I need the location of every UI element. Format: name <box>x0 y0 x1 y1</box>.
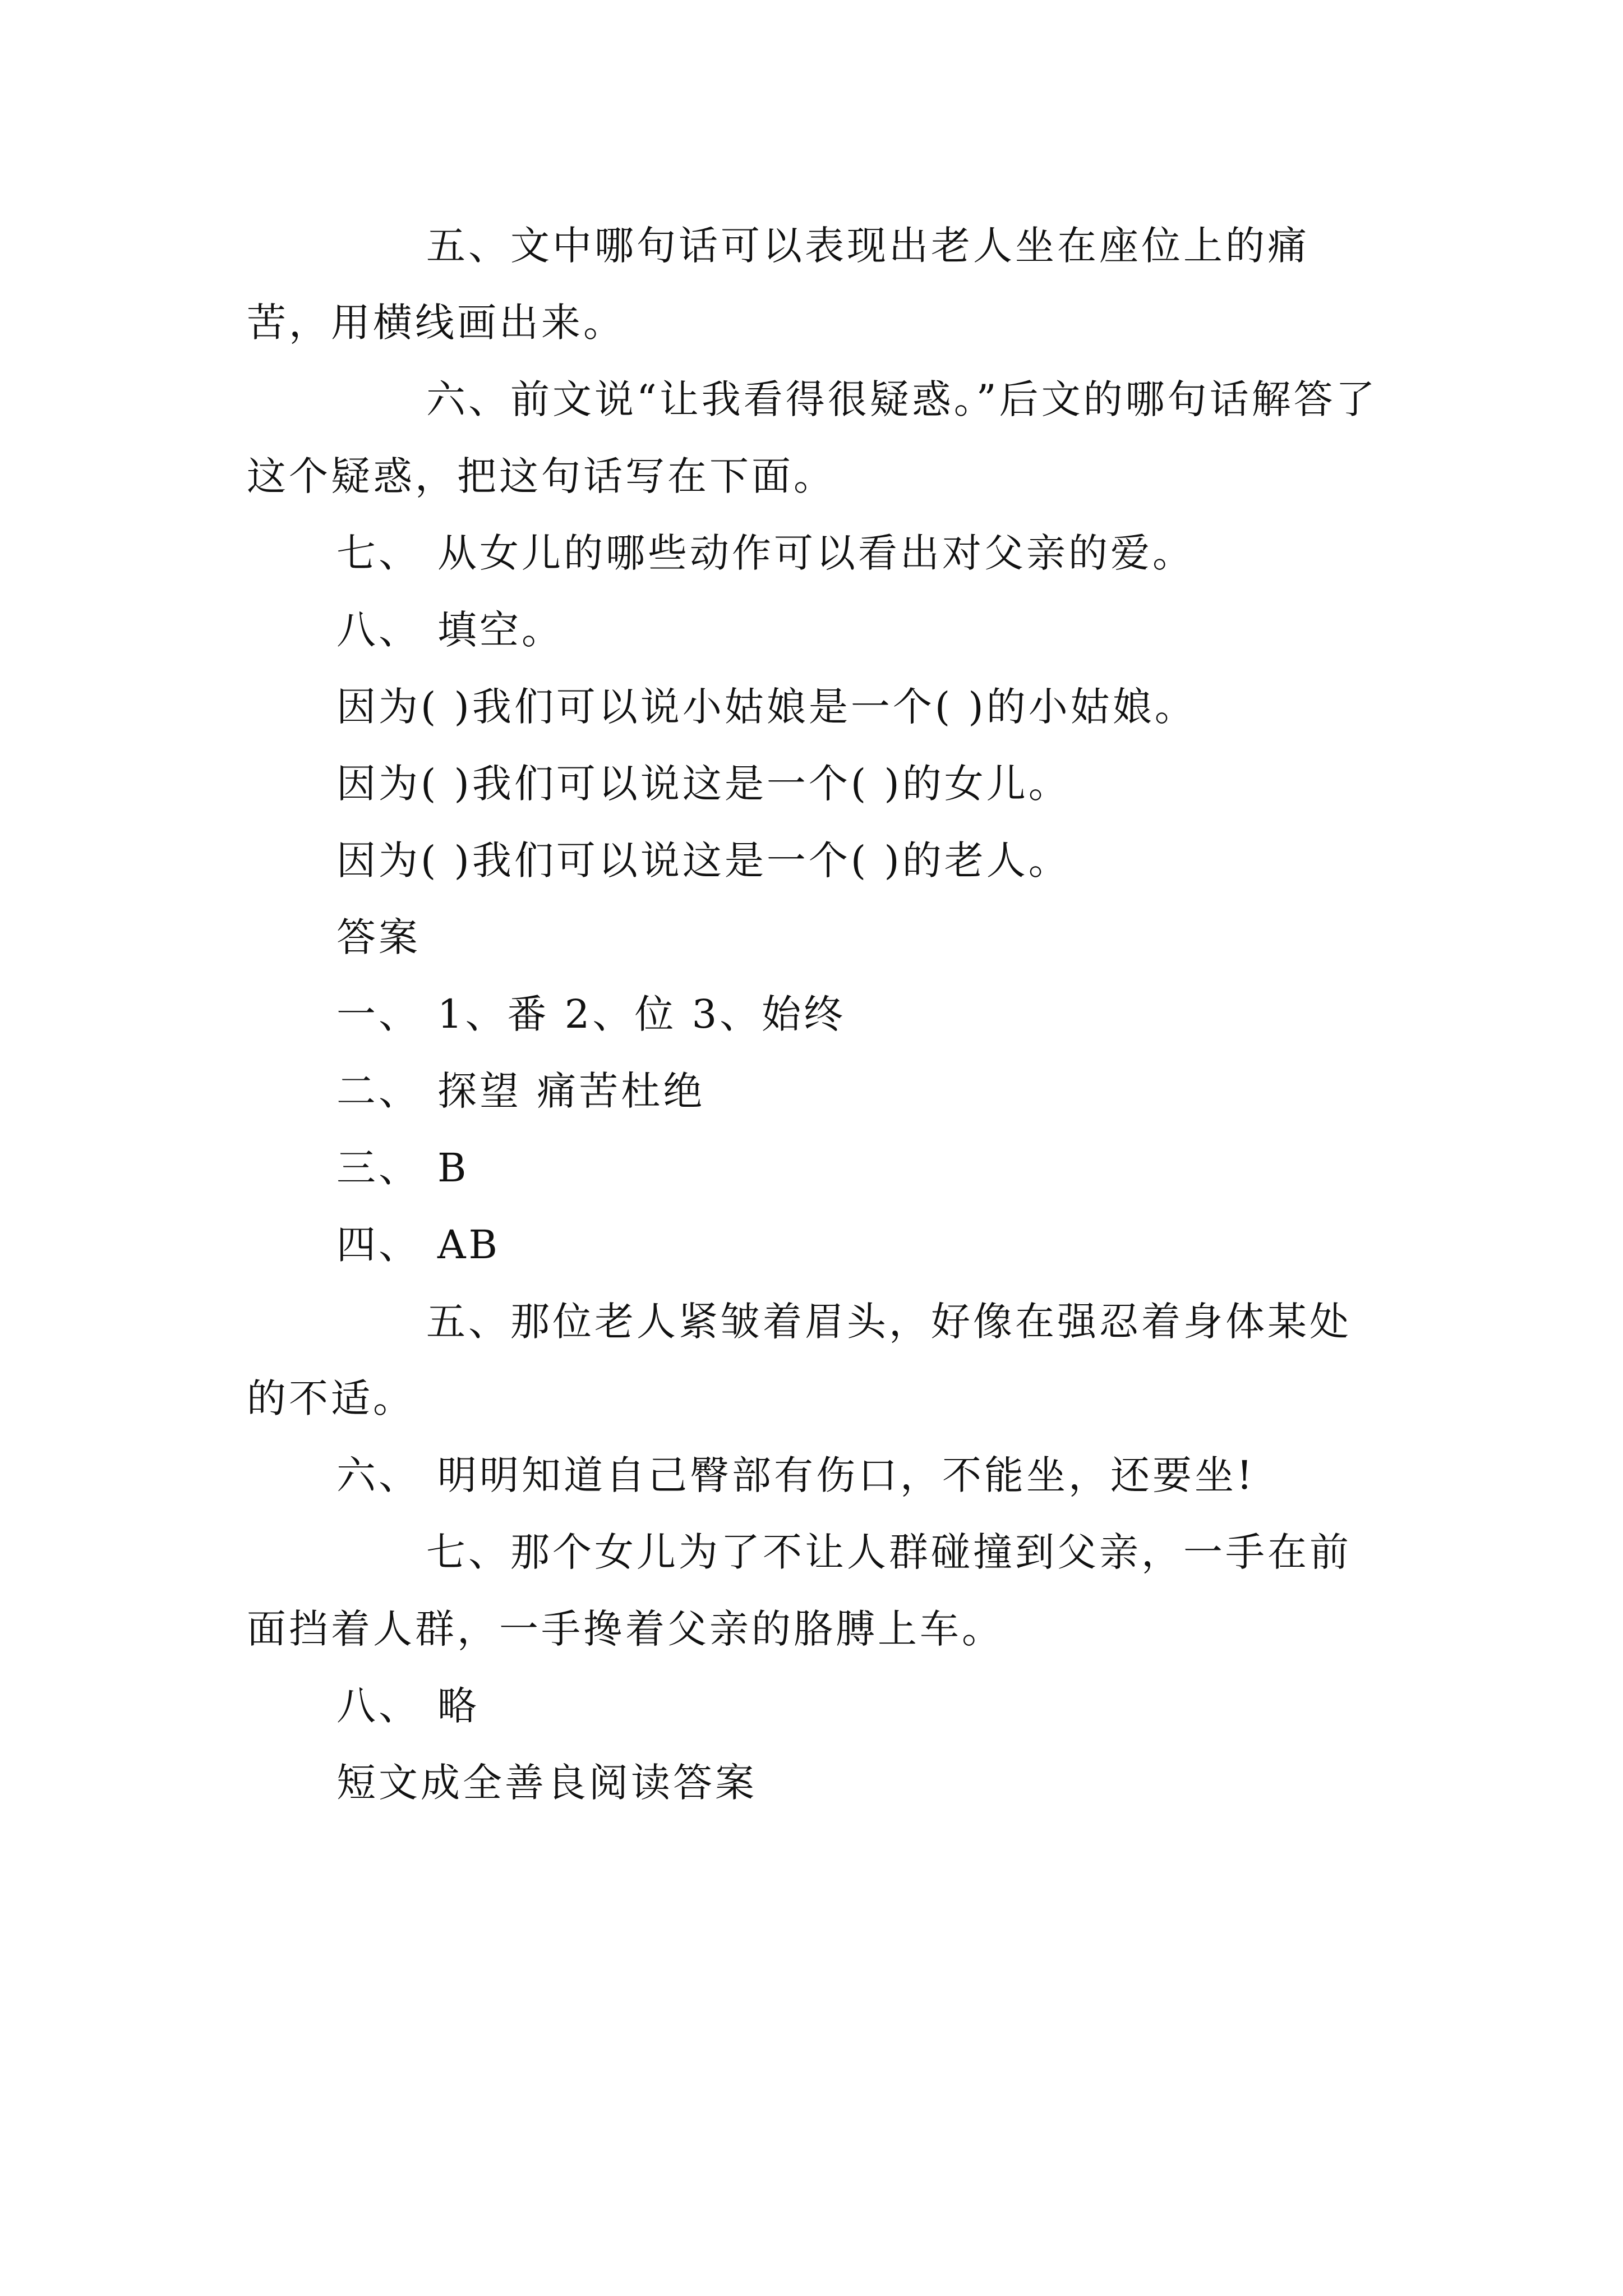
answer-2 <box>247 1053 1385 1130</box>
answer-number: 三、 <box>336 1145 421 1191</box>
question-number: 八、 <box>336 607 421 653</box>
answer-text: 那个女儿为了不让人群碰撞到父亲，一手在前面挡着人群，一手搀着父亲的胳膊上车。 <box>247 1529 1352 1652</box>
answer-number: 七、 <box>426 1529 510 1575</box>
question-7 <box>247 515 1385 592</box>
question-number: 五、 <box>426 223 510 269</box>
question-number: 六、 <box>426 376 510 422</box>
question-text: 前文说“让我看得很疑惑。”后文的哪句话解答了这个疑惑，把这句话写在下面。 <box>247 376 1378 499</box>
answer-text: 明明知道自己臀部有伤口，不能坐，还要坐! <box>437 1452 1256 1498</box>
answer-1 <box>247 976 1385 1053</box>
answer-7 <box>247 1514 1385 1668</box>
question-number: 七、 <box>336 530 421 576</box>
document-body <box>247 208 1385 1821</box>
fill-blank-line: 因为( )我们可以说这是一个( )的老人。 <box>336 838 1071 884</box>
answer-6 <box>247 1437 1385 1514</box>
answer-number: 八、 <box>336 1683 421 1729</box>
footer-title: 短文成全善良阅读答案 <box>336 1760 757 1806</box>
question-text: 填空。 <box>437 607 564 653</box>
answer-text: 探望 痛苦杜绝 <box>437 1068 706 1114</box>
answer-text: 1、番 2、位 3、始终 <box>437 991 846 1037</box>
question-8 <box>247 592 1385 669</box>
answer-3 <box>247 1130 1385 1207</box>
answer-number: 一、 <box>336 991 421 1037</box>
fill-blank-line: 因为( )我们可以说小姑娘是一个( )的小姑娘。 <box>336 684 1197 730</box>
answer-5 <box>247 1283 1385 1437</box>
answer-text: B <box>437 1145 469 1191</box>
question-text: 文中哪句话可以表现出老人坐在座位上的痛苦，用横线画出来。 <box>247 223 1310 346</box>
answer-8 <box>247 1668 1385 1745</box>
fill-blank-line: 因为( )我们可以说这是一个( )的女儿。 <box>336 761 1071 807</box>
answer-text: 略 <box>437 1683 479 1729</box>
answer-number: 二、 <box>336 1068 421 1114</box>
question-text: 从女儿的哪些动作可以看出对父亲的爱。 <box>437 530 1195 576</box>
answer-number: 四、 <box>336 1222 421 1268</box>
answers-heading: 答案 <box>336 914 421 960</box>
answer-number: 六、 <box>336 1452 421 1498</box>
question-5 <box>247 208 1385 361</box>
answer-4 <box>247 1207 1385 1283</box>
question-6 <box>247 361 1385 515</box>
answer-number: 五、 <box>426 1299 510 1345</box>
answer-text: 那位老人紧皱着眉头，好像在强忍着身体某处的不适。 <box>247 1299 1352 1421</box>
answer-text: AB <box>437 1222 500 1268</box>
